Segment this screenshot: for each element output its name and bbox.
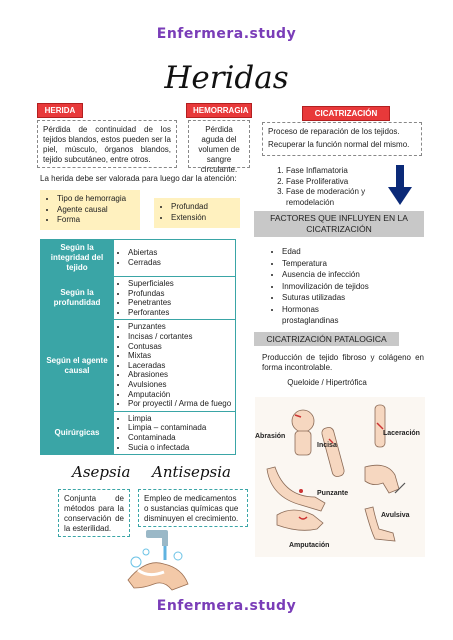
factor-item: • Suturas utilizadas <box>282 292 432 304</box>
fase-item: 1. Fase Inflamatoria <box>286 166 406 177</box>
page-title: Heridas <box>164 60 289 96</box>
factor-item: • Inmovilización de tejidos <box>282 281 432 293</box>
label-amputacion: Amputación <box>289 542 330 549</box>
handwashing-illustration <box>118 530 192 592</box>
fase-item: 3. Fase de moderación y remodelación <box>286 187 406 208</box>
table-row <box>41 277 236 320</box>
row-values <box>114 240 236 277</box>
factores-title: FACTORES QUE INFLUYEN EN LA CICATRIZACIÓN <box>254 211 424 237</box>
clasificacion-table <box>40 239 236 455</box>
list-item: • Laceradas <box>128 361 233 371</box>
hemorragia-label: HEMORRAGIA <box>186 103 252 118</box>
factor-item: • Temperatura <box>282 258 432 270</box>
valoracion-item: • Extensión <box>171 213 237 224</box>
row-header: Quirúrgicas <box>41 411 114 454</box>
list-item: • Punzantes <box>128 322 233 332</box>
valoracion-box-1 <box>40 190 140 230</box>
list-item: • Contaminada <box>128 433 233 443</box>
asepsia-definition: Conjunta de métodos para la conservación de la esterilidad. <box>58 489 130 537</box>
fase-item: 2. Fase Proliferativa <box>286 177 406 188</box>
label-incisa: Incisa <box>317 442 337 449</box>
antisepsia-title: Antisepsia <box>152 463 231 481</box>
cicatrizacion-label: CICATRIZACIÓN <box>302 106 390 121</box>
row-header: Según la integridad del tejido <box>41 240 114 277</box>
valoracion-box-2 <box>154 198 240 228</box>
wound-types-illustration <box>255 397 425 557</box>
valoracion-item: • Tipo de hemorragia <box>57 194 137 205</box>
herida-definition: Pérdida de continuidad de los tejidos blandos, estos pueden ser la piel, músculo, órganos blandos, tejido subcutáneo, entre otros. <box>37 120 177 168</box>
cicatrizacion-line2: Recuperar la función normal del mismo. <box>268 140 410 149</box>
valoracion-item: • Profundad <box>171 202 237 213</box>
list-item: • Limpia – contaminada <box>128 423 233 433</box>
list-item: • Sucia o infectada <box>128 443 233 453</box>
list-item: • Profundas <box>128 289 233 299</box>
row-values <box>114 277 236 320</box>
row-header: Según el agente causal <box>41 320 114 411</box>
hemorragia-definition: Pérdida aguda del volumen de sangre circulante. <box>188 120 250 168</box>
list-item: • Cerradas <box>128 258 233 268</box>
label-abrasion: Abrasión <box>255 433 286 440</box>
list-item: • Amputación <box>128 390 233 400</box>
asepsia-title: Asepsia <box>72 463 131 481</box>
factor-item: • Edad <box>282 246 432 258</box>
list-item: • Limpia <box>128 414 233 424</box>
factor-item: • Hormonas prostaglandinas <box>282 304 432 327</box>
list-item: • Incisas / cortantes <box>128 332 233 342</box>
valoracion-item: • Agente causal <box>57 205 137 216</box>
row-values <box>114 411 236 454</box>
brand-footer: Enfermera.study <box>156 598 297 614</box>
table-row <box>41 411 236 454</box>
factor-item: • Ausencia de infección <box>282 269 432 281</box>
list-item: • Contusas <box>128 342 233 352</box>
list-item: • Perforantes <box>128 308 233 318</box>
list-item: • Penetrantes <box>128 298 233 308</box>
label-laceracion: Laceración <box>383 430 420 437</box>
row-header: Según la profundidad <box>41 277 114 320</box>
label-punzante: Punzante <box>317 490 349 497</box>
table-row <box>41 320 236 411</box>
list-item: • Por proyectil / Arma de fuego <box>128 399 233 409</box>
label-avulsiva: Avulsiva <box>381 512 410 519</box>
list-item: • Avulsiones <box>128 380 233 390</box>
valoracion-item: • Forma <box>57 215 137 226</box>
valoracion-intro: La herida debe ser valorada para luego dar la atención: <box>40 174 237 183</box>
fases-list <box>272 166 406 208</box>
patologica-text: Producción de tejido fibroso y colágeno en forma incontrolable. <box>262 353 424 372</box>
patologica-title: CICATRIZACIÓN PATALOGICA <box>254 332 399 346</box>
table-row <box>41 240 236 277</box>
brand-header: Enfermera.study <box>156 26 297 42</box>
antisepsia-definition: Empleo de medicamentos o sustancias químicas que disminuyen el crecimiento. <box>138 489 248 527</box>
cicatrizacion-line1: Proceso de reparación de los tejidos. <box>268 127 400 136</box>
factores-list <box>268 246 432 327</box>
herida-label: HERIDA <box>37 103 83 118</box>
cicatrizacion-definition <box>262 122 422 156</box>
list-item: • Abrasiones <box>128 370 233 380</box>
list-item: • Mixtas <box>128 351 233 361</box>
arrow-down-icon <box>388 165 412 205</box>
patologica-sub: Queloide / Hipertrófica <box>287 378 367 387</box>
list-item: • Superficiales <box>128 279 233 289</box>
row-values <box>114 320 236 411</box>
list-item: • Abiertas <box>128 248 233 258</box>
